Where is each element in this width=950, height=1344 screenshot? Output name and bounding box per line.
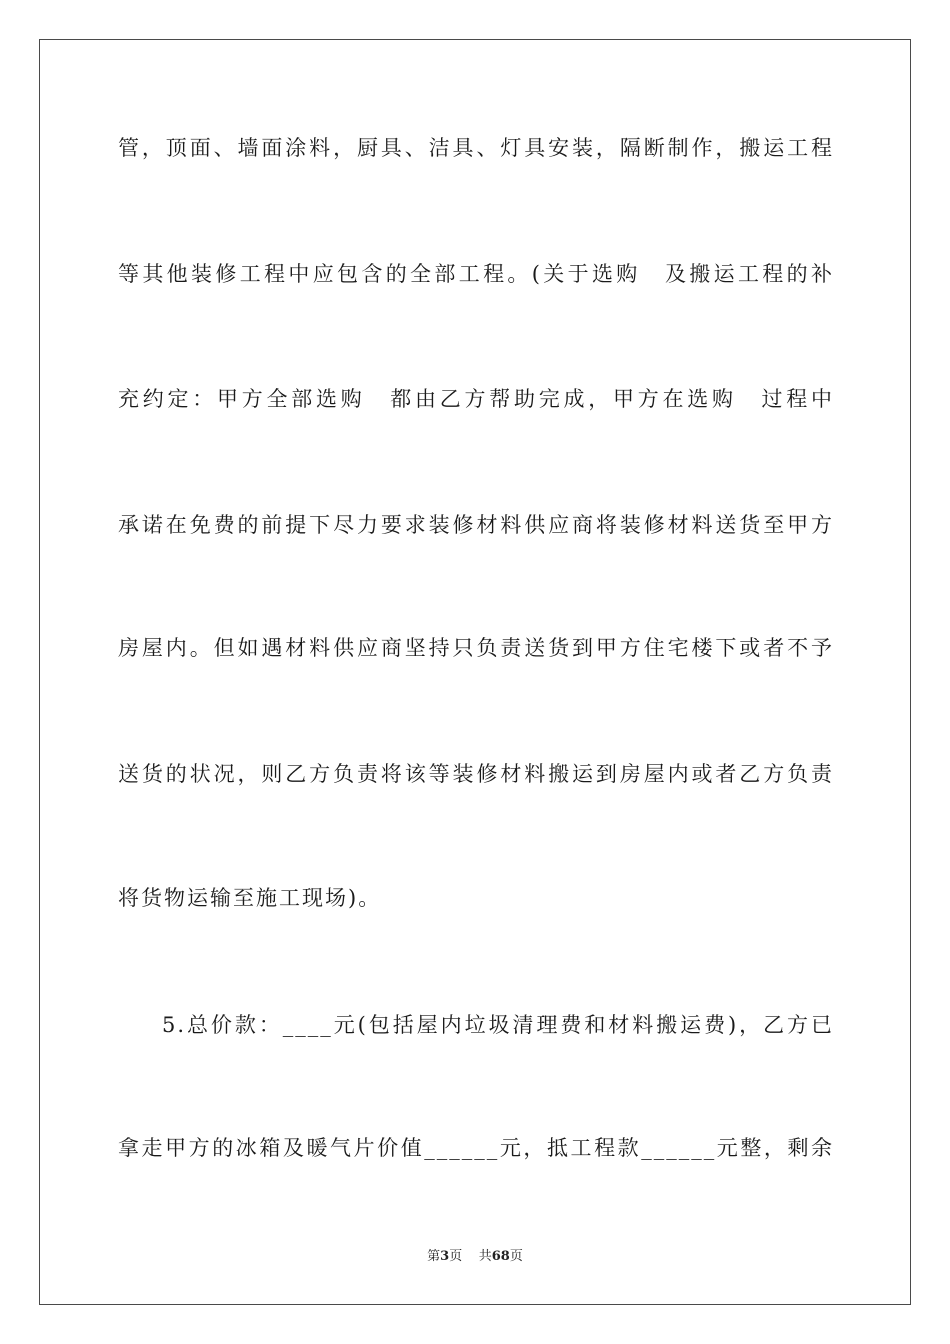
text-line-7: 将货物运输至施工现场)。 — [118, 886, 382, 910]
text-line-5: 房屋内。但如遇材料供应商坚持只负责送货到甲方住宅楼下或者不予 — [118, 636, 834, 660]
page-footer — [0, 1248, 950, 1266]
footer-page-prefix: 第 — [427, 1249, 441, 1264]
footer-page-current: 3 — [440, 1249, 450, 1264]
footer-page-total: 68 — [491, 1249, 510, 1264]
footer-total-unit: 页 — [509, 1249, 523, 1264]
text-line-1: 管，顶面、墙面涂料，厨具、洁具、灯具安装，隔断制作，搬运工程 — [118, 136, 834, 160]
text-line-3: 充约定：甲方全部选购 都由乙方帮助完成，甲方在选购 过程中 — [118, 387, 834, 411]
text-line-4: 承诺在免费的前提下尽力要求装修材料供应商将装修材料送货至甲方 — [118, 513, 834, 537]
text-line-2: 等其他装修工程中应包含的全部工程。(关于选购 及搬运工程的补 — [118, 262, 834, 286]
footer-total-prefix: 共 — [478, 1249, 492, 1264]
footer-page-unit: 页 — [449, 1249, 463, 1264]
page-border — [39, 39, 911, 1305]
text-line-8: 5.总价款：____元(包括屋内垃圾清理费和材料搬运费)，乙方已 — [162, 1013, 834, 1037]
text-line-6: 送货的状况，则乙方负责将该等装修材料搬运到房屋内或者乙方负责 — [118, 762, 834, 786]
text-line-9: 拿走甲方的冰箱及暖气片价值______元，抵工程款______元整，剩余 — [118, 1136, 834, 1160]
